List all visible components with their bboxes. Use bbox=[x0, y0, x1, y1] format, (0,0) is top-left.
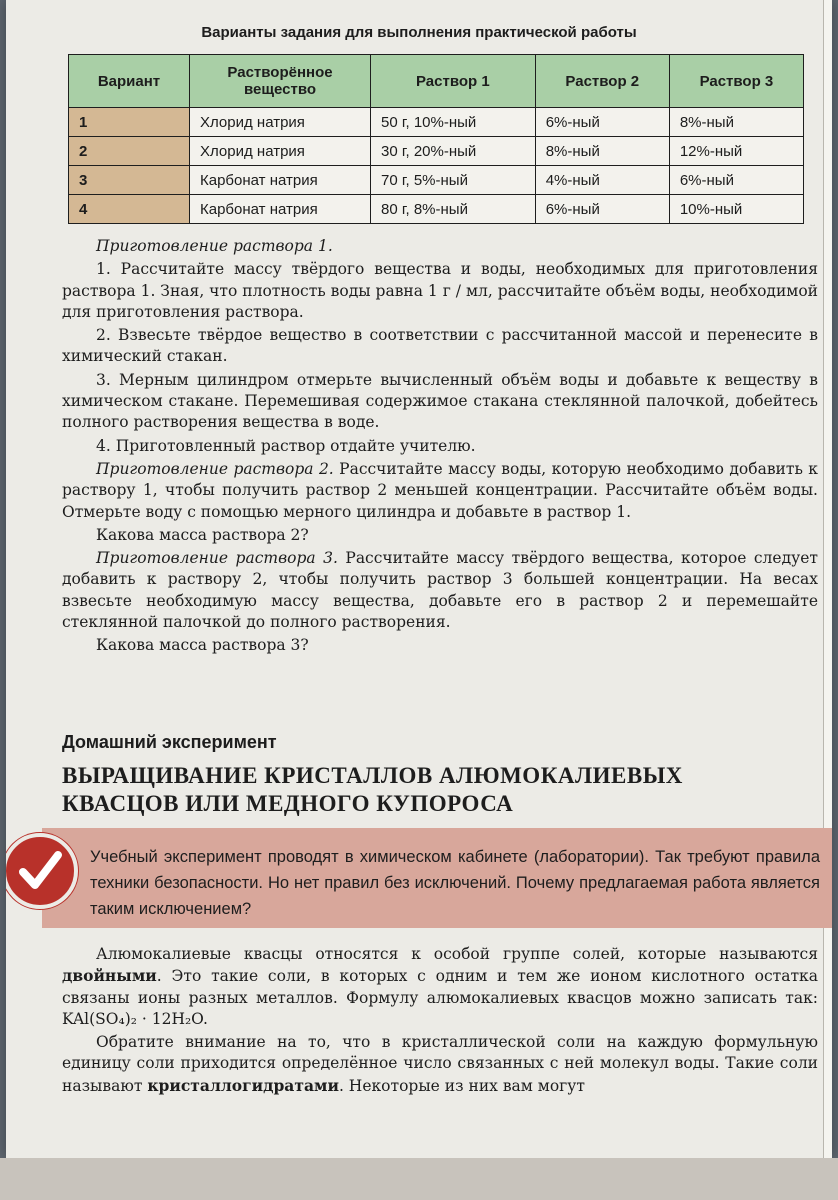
header-solution-3: Раствор 3 bbox=[669, 55, 803, 108]
table-header-row bbox=[69, 55, 804, 108]
solution-2-cell: 6%-ный bbox=[535, 108, 669, 137]
substance-cell: Карбонат натрия bbox=[190, 195, 371, 224]
solution-2-heading: Приготовление раствора 2. bbox=[96, 459, 334, 478]
section-label: Домашний эксперимент bbox=[62, 732, 277, 752]
solution-1-cell: 70 г, 5%-ный bbox=[371, 166, 536, 195]
desk-background bbox=[0, 1158, 838, 1200]
section-title: ВЫРАЩИВАНИЕ КРИСТАЛЛОВ АЛЮМОКАЛИЕВЫХ КВАСЦОВ ИЛИ МЕДНОГО КУПОРОСА bbox=[62, 763, 683, 816]
solution-3-cell: 10%-ный bbox=[669, 195, 803, 224]
table-row bbox=[69, 166, 804, 195]
header-solution-2: Раствор 2 bbox=[535, 55, 669, 108]
variant-cell: 4 bbox=[69, 195, 190, 224]
solution-3-cell: 12%-ный bbox=[669, 137, 803, 166]
solution-3-cell: 8%-ный bbox=[669, 108, 803, 137]
substance-cell: Хлорид натрия bbox=[190, 137, 371, 166]
header-variant: Вариант bbox=[69, 55, 190, 108]
solution-2-text: Рассчитайте массу воды, которую необходимо добавить к раствору 1, чтобы получить раствор 2 меньшей концентрации. Рассчитайте объём воды. Отмерьте воду с помощью мерного цилиндра и добавьте в раствор 1. bbox=[62, 459, 818, 521]
step-2: 2. Взвесьте твёрдое вещество в соответствии с рассчитанной массой и перенесите в химический стакан. bbox=[62, 326, 818, 366]
alum-text bbox=[62, 944, 818, 1099]
solution-3-text: Рассчитайте массу твёрдого вещества, которое следует добавить к раствору 2, чтобы получить раствор 3 большей концентрации. На весах взвесьте необходимую массу вещества, добавьте его в раствор 2 и перемешайте стеклянной палочкой до полного растворения. bbox=[62, 549, 818, 632]
textbook-page bbox=[6, 0, 832, 1158]
table-row bbox=[69, 137, 804, 166]
solution-1-cell: 80 г, 8%-ный bbox=[371, 195, 536, 224]
variants-table bbox=[68, 54, 804, 224]
table-row bbox=[69, 195, 804, 224]
step-1: 1. Рассчитайте массу твёрдого вещества и воды, необходимых для приготовления раствора 1. Зная, что плотность воды равна 1 г / мл, рассчитайте объём воды, необходимой для приготовления раствора. bbox=[62, 260, 818, 321]
checkmark-icon bbox=[10, 841, 70, 901]
solution-2-cell: 4%-ный bbox=[535, 166, 669, 195]
table-caption: Варианты задания для выполнения практической работы bbox=[201, 24, 637, 41]
header-solution-1: Раствор 1 bbox=[371, 55, 536, 108]
solution-3-question: Какова масса раствора 3? bbox=[96, 636, 309, 655]
solution-2-cell: 8%-ный bbox=[535, 137, 669, 166]
header-substance: Растворённое вещество bbox=[190, 55, 371, 108]
callout-text: Учебный эксперимент проводят в химическом кабинете (лаборатории). Так требуют правила техники безопасности. Но нет правил без исключений. Почему предлагаемая работа является таким исключением? bbox=[90, 848, 820, 918]
variant-cell: 2 bbox=[69, 137, 190, 166]
solution-3-cell: 6%-ный bbox=[669, 166, 803, 195]
step-3: 3. Мерным цилиндром отмерьте вычисленный объём воды и добавьте к веществу в химическом стакане. Перемешивая содержимое стакана стеклянной палочкой, добейтесь полного растворения вещества в воде. bbox=[62, 370, 818, 432]
table-row bbox=[69, 108, 804, 137]
step-4: 4. Приготовленный раствор отдайте учителю. bbox=[96, 436, 476, 455]
variant-cell: 1 bbox=[69, 108, 190, 137]
instructions-text bbox=[62, 236, 818, 659]
solution-2-question: Какова масса раствора 2? bbox=[96, 525, 309, 544]
solution-2-cell: 6%-ный bbox=[535, 195, 669, 224]
hydrate-paragraph: Обратите внимание на то, что в кристаллической соли на каждую формульную единицу соли приходится определённое число связанных с ней молекул воды. Такие соли называют кристаллогидратами. Некоторые из них вам могут bbox=[62, 1033, 818, 1095]
variant-cell: 3 bbox=[69, 166, 190, 195]
solution-1-cell: 50 г, 10%-ный bbox=[371, 108, 536, 137]
next-page-edge bbox=[823, 0, 832, 1158]
alum-formula: KAl(SO₄)₂ · 12H₂O. bbox=[62, 1009, 208, 1028]
solution-1-heading: Приготовление раствора 1. bbox=[96, 237, 333, 255]
solution-3-heading: Приготовление раствора 3. bbox=[96, 549, 338, 568]
substance-cell: Хлорид натрия bbox=[190, 108, 371, 137]
solution-3-paragraph bbox=[62, 548, 818, 633]
alum-paragraph: Алюмокалиевые квасцы относятся к особой группе солей, которые называются двойными. Это такие соли, в которых с одним и тем же ионом кислотного остатка связаны ионы разных металлов. Формулу алюмокалиевых квасцов можно записать так: KAl(SO₄)₂ · 12H₂O. bbox=[62, 945, 818, 1028]
term-double-salts: двойными bbox=[62, 966, 157, 986]
solution-1-cell: 30 г, 20%-ный bbox=[371, 137, 536, 166]
solution-2-paragraph bbox=[62, 459, 818, 523]
checkmark-badge bbox=[6, 833, 78, 909]
substance-cell: Карбонат натрия bbox=[190, 166, 371, 195]
term-crystal-hydrates: кристаллогидратами bbox=[147, 1075, 339, 1095]
